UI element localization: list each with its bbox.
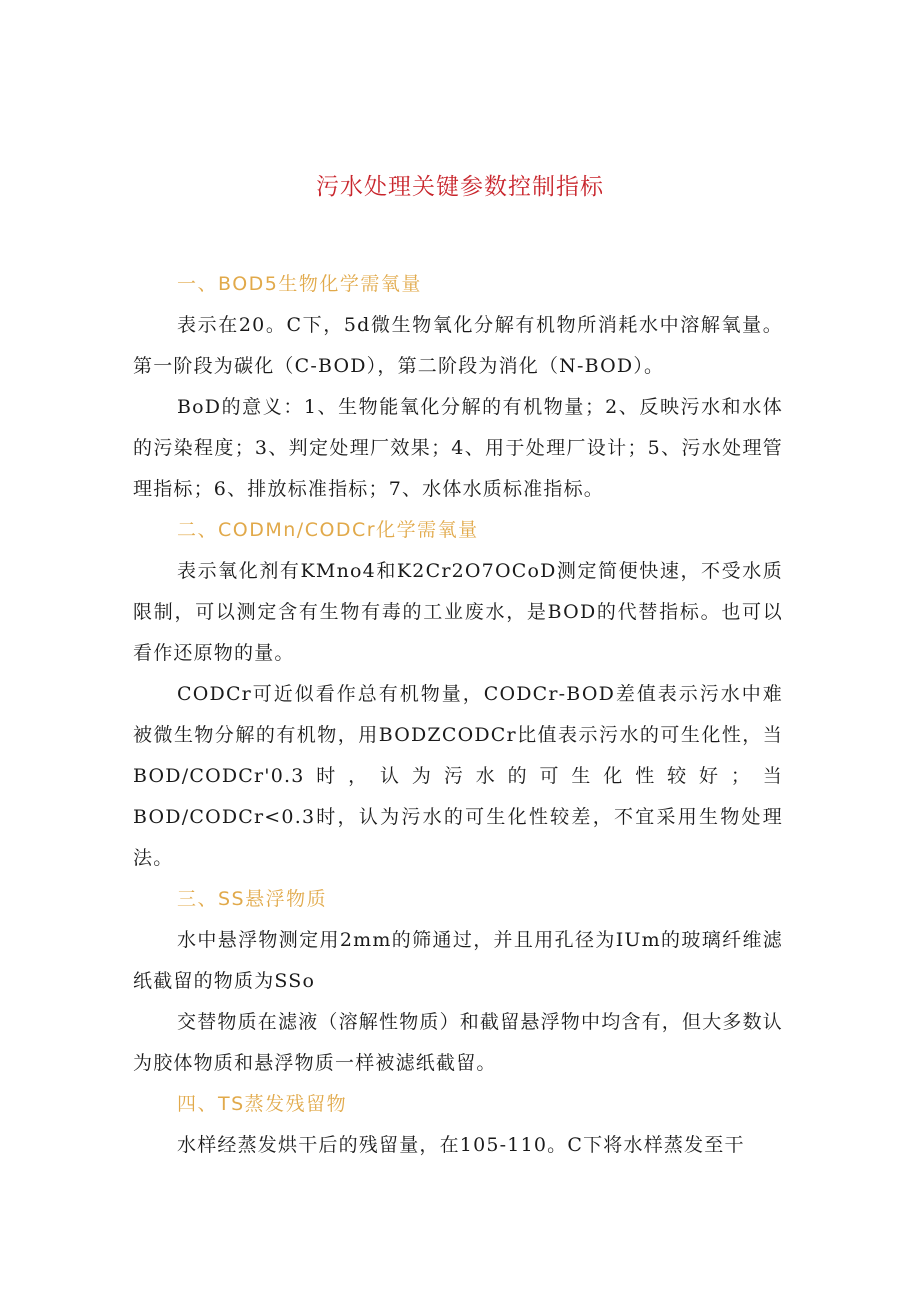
document-body (133, 264, 783, 1166)
paragraph: 表示在20。C下，5d微生物氧化分解有机物所消耗水中溶解氧量。第一阶段为碳化（C-BOD），第二阶段为消化（N-BOD）。 (133, 314, 783, 377)
document-title: 污水处理关键参数控制指标 (316, 174, 604, 200)
section-heading-ss: 三、SS悬浮物质 (177, 888, 328, 910)
section-heading-cod: 二、CODMn/CODCr化学需氧量 (177, 519, 479, 541)
paragraph: BoD的意义：1、生物能氧化分解的有机物量；2、反映污水和水体的污染程度；3、判定处理厂效果；4、用于处理厂设计；5、污水处理管理指标；6、排放标准指标；7、水体水质标准指标。 (133, 396, 783, 500)
paragraph: 水样经蒸发烘干后的残留量，在105-110。C下将水样蒸发至干 (177, 1134, 745, 1156)
paragraph: 水中悬浮物测定用2mm的筛通过，并且用孔径为IUm的玻璃纤维滤纸截留的物质为SSo (133, 929, 783, 992)
section-heading-ts: 四、TS蒸发残留物 (177, 1093, 348, 1115)
section-heading-bod5: 一、BOD5生物化学需氧量 (177, 273, 422, 295)
paragraph: CODCr可近似看作总有机物量，CODCr-BOD差值表示污水中难被微生物分解的有机物，用BODZCODCr比值表示污水的可生化性，当BOD/CODCr'0.3时，认为污水的可生化性较好；当BOD/CODCr<0.3时，认为污水的可生化性较差，不宜采用生物处理法。 (133, 683, 783, 869)
paragraph: 交替物质在滤液（溶解性物质）和截留悬浮物中均含有，但大多数认为胶体物质和悬浮物质一样被滤纸截留。 (133, 1011, 784, 1074)
paragraph: 表示氧化剂有KMno4和K2Cr2O7OCoD测定简便快速，不受水质限制，可以测定含有生物有毒的工业废水，是BOD的代替指标。也可以看作还原物的量。 (133, 560, 783, 664)
